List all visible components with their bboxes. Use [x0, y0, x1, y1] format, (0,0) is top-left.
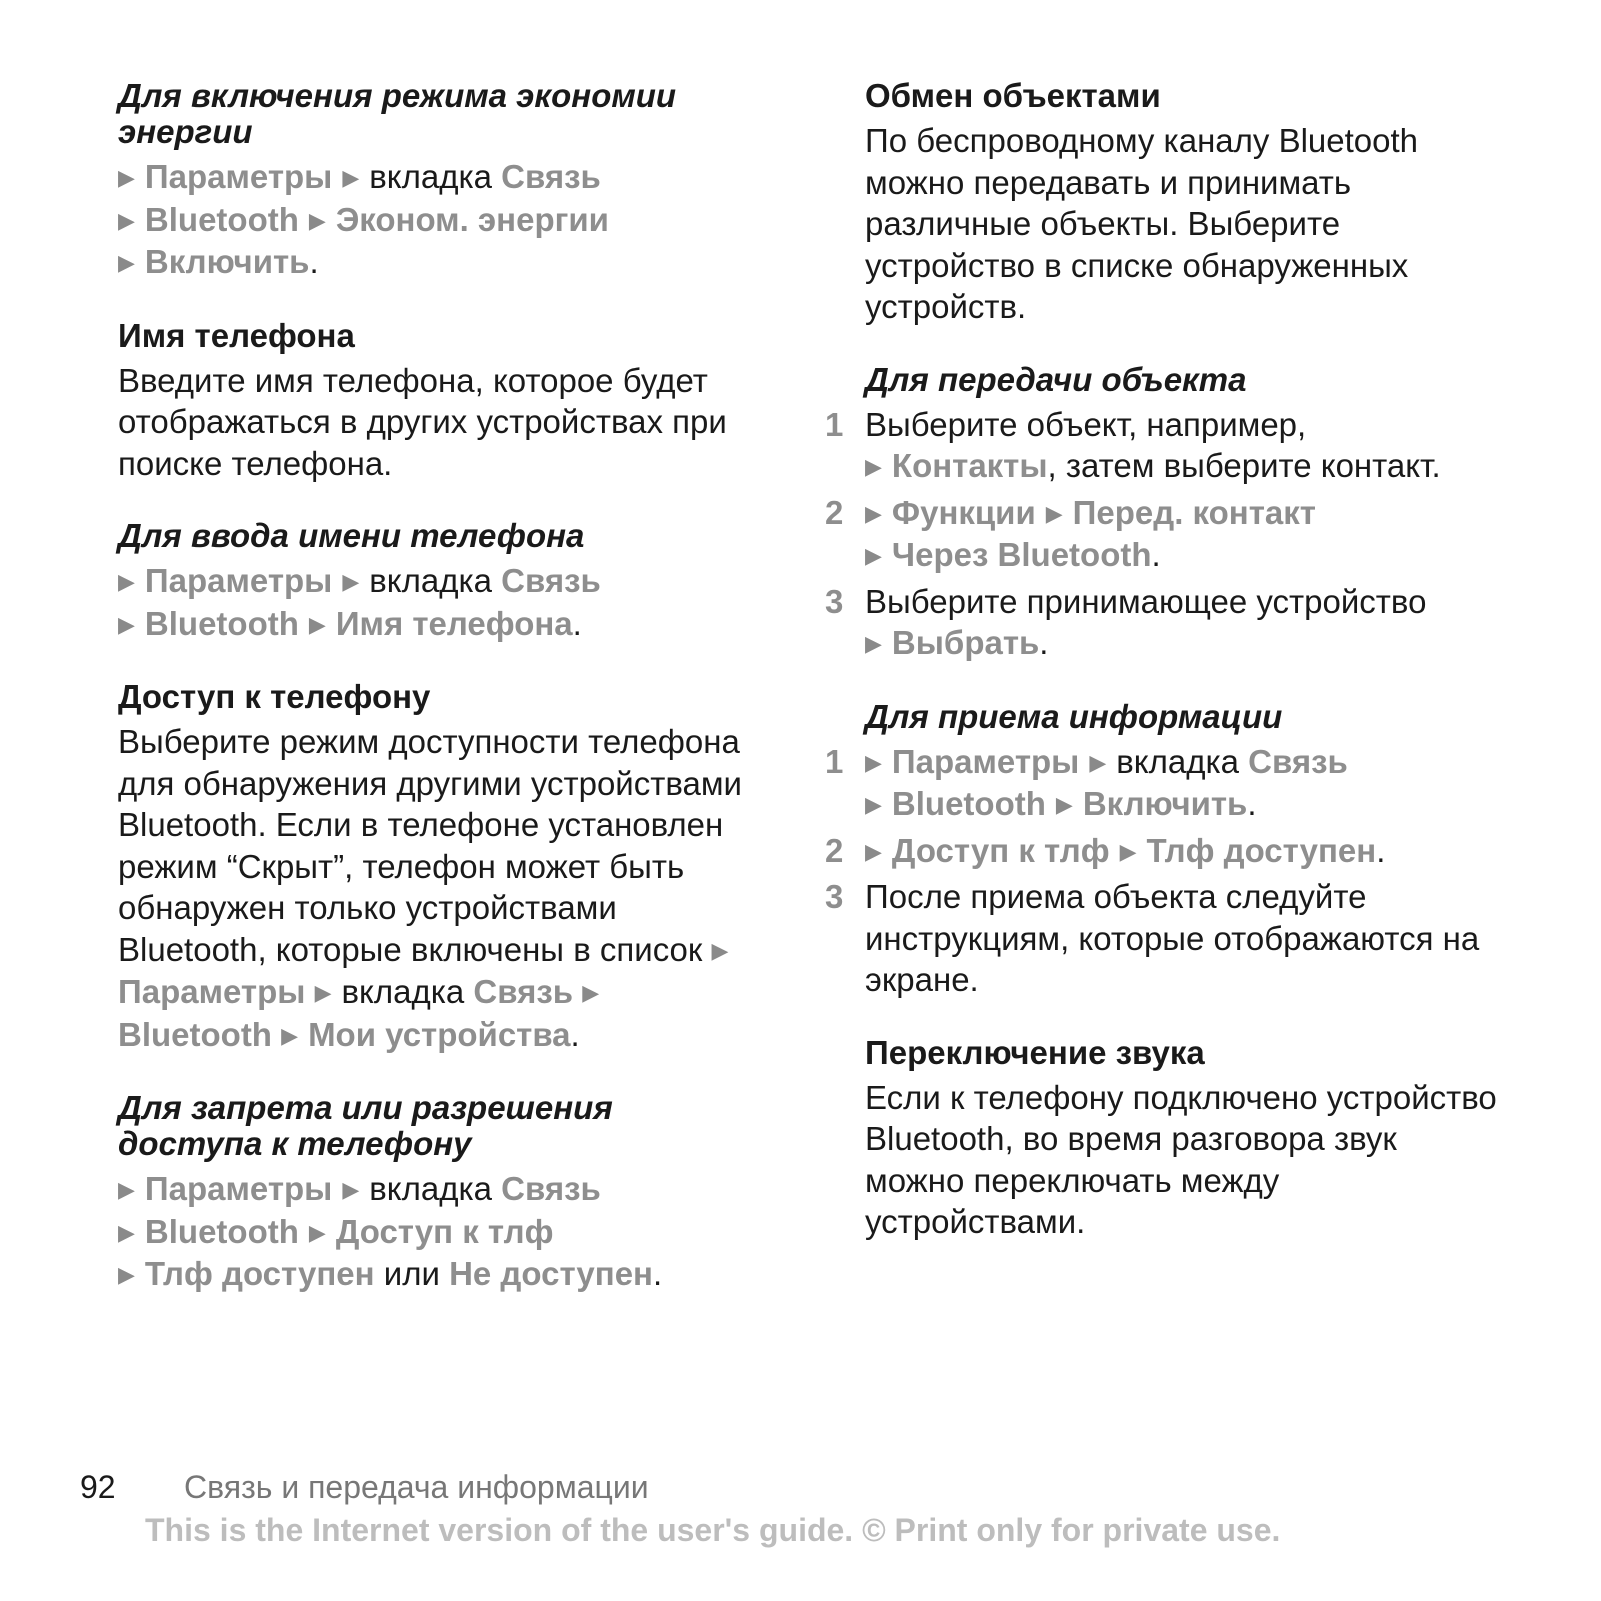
menu-item: Эконом. энергии	[335, 200, 609, 238]
heading-phone-name: Имя телефона	[118, 316, 355, 354]
heading-audio-switch: Переключение звука	[865, 1033, 1205, 1071]
heading-power-save: Для включения режима экономии энергии	[118, 77, 677, 150]
nav-line	[118, 560, 758, 603]
step-number: 1	[825, 742, 844, 780]
menu-item: Параметры	[144, 1170, 333, 1207]
arrow-icon: ▶	[314, 980, 332, 1005]
page-number: 92	[80, 1469, 116, 1505]
menu-item: Связь	[501, 562, 601, 599]
punct: .	[570, 1015, 580, 1053]
step-number: 3	[825, 582, 844, 620]
step-number: 1	[825, 405, 844, 443]
punct: .	[572, 604, 582, 642]
arrow-icon: ▶	[1089, 749, 1107, 775]
text: в список	[573, 930, 703, 968]
right-column	[825, 77, 1505, 1277]
nav-line	[118, 241, 758, 284]
paragraph	[118, 721, 758, 1056]
arrow-icon: ▶	[865, 454, 882, 479]
menu-item: Перед. контакт	[1072, 493, 1316, 531]
arrow-icon: ▶	[118, 165, 135, 190]
arrow-icon: ▶	[865, 500, 882, 526]
nav-path	[118, 1168, 758, 1296]
menu-item: Тлф доступен	[1146, 831, 1377, 869]
punct: .	[1376, 831, 1386, 869]
section-title: Связь и передача информации	[184, 1469, 649, 1505]
menu-item: Параметры	[891, 742, 1080, 780]
left-column	[118, 78, 758, 1330]
arrow-icon: ▶	[865, 631, 882, 656]
arrow-icon: ▶	[865, 838, 882, 864]
arrow-icon: ▶	[281, 1022, 299, 1048]
heading-phone-access: Доступ к телефону	[118, 678, 431, 715]
menu-item: Bluetooth	[144, 200, 299, 238]
arrow-icon: ▶	[308, 207, 326, 233]
text: вкладка	[369, 562, 492, 599]
punct: .	[1039, 624, 1049, 661]
arrow-icon: ▶	[711, 937, 729, 963]
menu-item: Включить	[144, 243, 310, 280]
menu-item: Доступ к тлф	[891, 831, 1110, 869]
text: После приема объекта следуйте инструкциям, которые отображаются на экране.	[865, 878, 1480, 998]
steps-list	[825, 741, 1505, 1001]
section-enter-name	[118, 518, 758, 645]
arrow-icon: ▶	[118, 1177, 135, 1202]
text: вкладка	[1116, 742, 1239, 780]
nav-line	[118, 1168, 758, 1211]
section-receive-info	[825, 697, 1505, 1001]
text: Выберите объект, например,	[865, 405, 1307, 443]
menu-item: Bluetooth	[144, 1212, 299, 1250]
nav-path	[118, 156, 758, 284]
arrow-icon: ▶	[118, 611, 135, 637]
punct: .	[1151, 536, 1161, 573]
heading-block-access: Для запрета или разрешения доступа к телефону	[118, 1089, 613, 1162]
arrow-icon: ▶	[1119, 838, 1137, 864]
step-number: 2	[825, 493, 844, 531]
menu-item: Bluetooth	[144, 604, 299, 642]
section-object-exchange	[865, 78, 1505, 328]
menu-item: Функции	[891, 493, 1036, 531]
menu-item: Выбрать	[891, 624, 1040, 661]
paragraph: По беспроводному каналу Bluetooth можно передавать и принимать различные объекты. Выберите устройство в списке обнаруженных устройств.	[865, 122, 1419, 325]
section-audio-switch	[865, 1035, 1505, 1243]
text: Выберите принимающее устройство	[865, 582, 1427, 620]
arrow-icon: ▶	[118, 207, 135, 233]
menu-item: Bluetooth	[891, 785, 1046, 822]
section-power-save	[118, 78, 758, 284]
arrow-icon: ▶	[865, 749, 882, 775]
step	[825, 404, 1505, 488]
steps-list	[825, 404, 1505, 665]
arrow-icon: ▶	[342, 165, 360, 190]
menu-item: Связь	[501, 158, 601, 195]
arrow-icon: ▶	[1045, 500, 1063, 526]
paragraph: Если к телефону подключено устройство Bluetooth, во время разговора звук можно переключать между устройствами.	[865, 1078, 1497, 1240]
section-phone-name	[118, 318, 758, 485]
watermark: This is the Internet version of the user's guide. © Print only for private use.	[145, 1512, 1281, 1548]
punct: .	[1247, 785, 1257, 822]
menu-item: Параметры	[118, 973, 306, 1010]
menu-item: Связь	[473, 973, 574, 1010]
arrow-icon: ▶	[308, 1219, 326, 1245]
step	[825, 492, 1505, 577]
step	[825, 581, 1505, 665]
menu-item: Связь	[501, 1170, 601, 1207]
step	[825, 741, 1505, 826]
arrow-icon: ▶	[865, 543, 882, 568]
menu-item: Включить	[1082, 785, 1248, 822]
arrow-icon: ▶	[1055, 792, 1073, 817]
text: вкладка	[369, 158, 492, 195]
heading-receive-info: Для приема информации	[865, 697, 1283, 735]
punct: .	[309, 243, 319, 280]
nav-line	[118, 603, 758, 646]
menu-item: Имя телефона	[335, 604, 573, 642]
nav-line	[118, 199, 758, 242]
arrow-icon: ▶	[118, 569, 135, 594]
nav-line	[118, 1253, 758, 1296]
arrow-icon: ▶	[118, 1219, 135, 1245]
menu-item: Bluetooth	[118, 1015, 272, 1053]
page-footer	[80, 1467, 649, 1507]
heading-enter-name: Для ввода имени телефона	[118, 517, 585, 554]
step-number: 3	[825, 878, 844, 915]
menu-item: Не доступен	[449, 1255, 653, 1292]
text: , затем выберите контакт.	[1047, 447, 1441, 484]
menu-item: Связь	[1248, 742, 1348, 780]
step	[825, 876, 1505, 1001]
arrow-icon: ▶	[582, 980, 600, 1005]
text: вкладка	[341, 973, 465, 1010]
arrow-icon: ▶	[308, 611, 326, 637]
menu-item: Параметры	[144, 158, 333, 195]
arrow-icon: ▶	[118, 1262, 135, 1287]
menu-item: Тлф доступен	[144, 1255, 375, 1292]
menu-item: Доступ к тлф	[335, 1212, 554, 1250]
section-block-access	[118, 1090, 758, 1296]
step-number: 2	[825, 831, 844, 869]
menu-item: Через Bluetooth	[891, 536, 1152, 573]
section-phone-access	[118, 679, 758, 1056]
menu-item: Контакты	[891, 447, 1048, 484]
text: вкладка	[369, 1170, 492, 1207]
nav-line	[118, 156, 758, 199]
step	[825, 830, 1505, 873]
section-send-object	[825, 360, 1505, 665]
punct: .	[653, 1255, 663, 1292]
nav-path	[118, 560, 758, 645]
text: Выберите режим доступности телефона для обнаружения другими устройствами Bluetooth. Если в телефоне установлен режим “Скрыт”, телефон может быть обнаружен только устройствами Bluetooth, которые включены	[118, 723, 742, 968]
menu-item: Параметры	[144, 562, 333, 599]
arrow-icon: ▶	[118, 250, 135, 275]
nav-line	[118, 1211, 758, 1254]
arrow-icon: ▶	[342, 1177, 360, 1202]
heading-send-object: Для передачи объекта	[865, 360, 1247, 398]
heading-object-exchange: Обмен объектами	[865, 77, 1161, 114]
arrow-icon: ▶	[865, 792, 882, 817]
menu-item: Мои устройства	[308, 1015, 571, 1053]
arrow-icon: ▶	[342, 569, 360, 594]
text: или	[383, 1255, 440, 1292]
paragraph: Введите имя телефона, которое будет отображаться в других устройствах при поиске телефона.	[118, 361, 727, 482]
